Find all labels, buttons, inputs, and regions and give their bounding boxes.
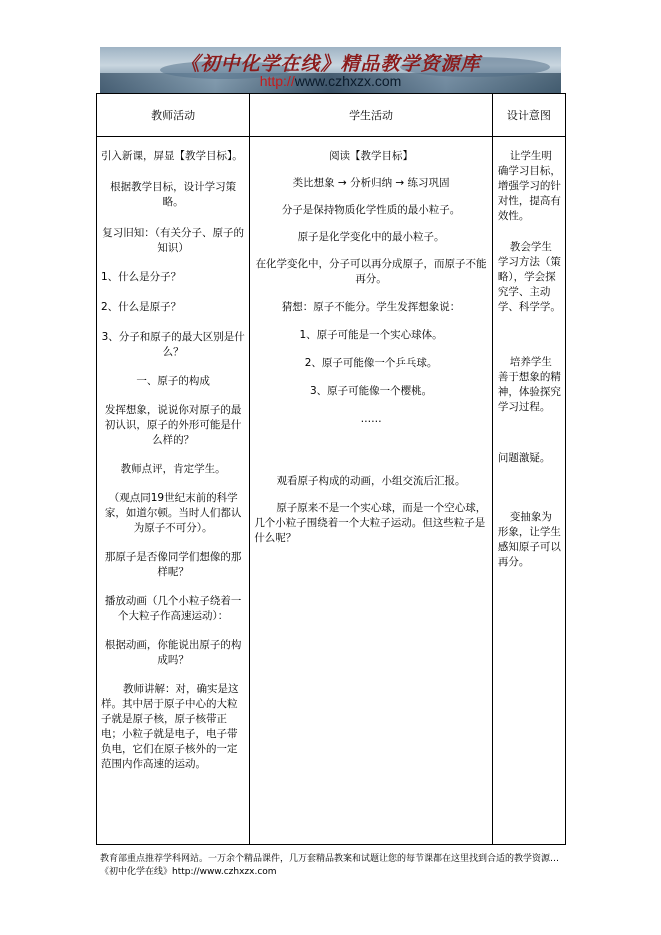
- intent-item: 教会学生学习方法（策略），学会探究学、主动学、科学学。: [497, 241, 561, 313]
- table-header-row: [97, 94, 566, 137]
- banner-url[interactable]: [100, 73, 561, 89]
- intent-item: 培养学生善于想象的精神，体验探究学习过程。: [497, 356, 561, 413]
- student-item: 原子原来不是一个实心球，而是一个空心球，几个小粒子围绕着一个大粒子运动。但这些粒子是什么呢？: [254, 502, 487, 544]
- teacher-section-title: 一、原子的构成: [136, 375, 210, 387]
- header-design-intent: 设计意图: [492, 94, 565, 137]
- student-item: 3、原子可能像一个樱桃。: [309, 385, 433, 397]
- header-banner: [100, 47, 561, 93]
- design-intent-cell: [492, 137, 565, 845]
- teacher-activity-cell: [97, 137, 250, 845]
- teacher-item: 根据动画，你能说出原子的构成吗？: [104, 639, 242, 666]
- teacher-item: 教师点评，肯定学生。: [120, 463, 226, 475]
- intent-item: 问题激疑。: [497, 452, 551, 464]
- student-item: 在化学变化中，分子可以再分成原子，而原子不能再分。: [255, 258, 487, 285]
- header-student-activity: 学生活动: [250, 94, 493, 137]
- intent-item: 变抽象为形象，让学生感知原子可以再分。: [497, 511, 561, 568]
- teacher-item: 根据教学目标，设计学习策略。: [110, 181, 237, 208]
- teacher-item: 发挥想象，说说你对原子的最初认识，原子的外形可能是什么样的？: [104, 404, 242, 446]
- teacher-item: 播放动画（几个小粒子绕着一个大粒子作高速运动）：: [104, 595, 242, 622]
- lesson-plan-table: [96, 93, 566, 845]
- student-item: 猜想：原子不能分。学生发挥想象说：: [281, 301, 461, 313]
- teacher-item: （观点同19世纪末前的科学家，如道尔顿。当时人们都认为原子不可分）。: [104, 492, 242, 534]
- teacher-item: 复习旧知：（有关分子、原子的知识）: [102, 227, 245, 254]
- footer-text: 教育部重点推荐学科网站。一万余个精品课件，几万套精品教案和试题让您的每节课都在这里找到合适的教学资源…《初中化学在线》: [100, 854, 560, 877]
- student-item: 观看原子构成的动画，小组交流后汇报。: [276, 475, 466, 487]
- header-teacher-activity: 教师活动: [97, 94, 250, 137]
- student-item: 2、原子可能像一个乒乓球。: [304, 357, 438, 369]
- intent-item: 让学生明确学习目标，增强学习的针对性，提高有效性。: [497, 150, 561, 222]
- student-item: 1、原子可能是一个实心球体。: [299, 329, 443, 341]
- teacher-item: 3、分子和原子的最大区别是什么？: [101, 331, 245, 358]
- student-item: 原子是化学变化中的最小粒子。: [297, 231, 445, 243]
- table-content-row: [97, 137, 566, 845]
- teacher-item: 引入新课，屏显【教学目标】。: [101, 150, 243, 162]
- teacher-item: 教师讲解：对，确实是这样。其中居于原子中心的大粒子就是原子核，原子核带正电；小粒子就是电子，电子带负电，它们在原子核外的一定范围内作高速的运动。: [101, 683, 239, 770]
- banner-url-domain: www.czhxzx.com: [294, 73, 402, 89]
- teacher-item: 2、什么是原子？: [101, 301, 182, 313]
- student-item: 类比想象 → 分析归纳 → 练习巩固: [292, 177, 450, 189]
- banner-url-prefix: http://: [259, 73, 295, 89]
- student-ellipsis: ……: [360, 413, 382, 425]
- footer-note: [100, 853, 565, 879]
- footer-link[interactable]: http://www.czhxzx.com: [172, 867, 277, 877]
- student-activity-cell: [250, 137, 493, 845]
- teacher-item: 1、什么是分子？: [101, 271, 182, 283]
- student-item: 阅读【教学目标】: [329, 150, 414, 162]
- banner-title: 《初中化学在线》精品教学资源库: [180, 53, 481, 75]
- student-item: 分子是保持物质化学性质的最小粒子。: [281, 204, 461, 216]
- teacher-item: 那原子是否像同学们想像的那样呢？: [104, 551, 242, 578]
